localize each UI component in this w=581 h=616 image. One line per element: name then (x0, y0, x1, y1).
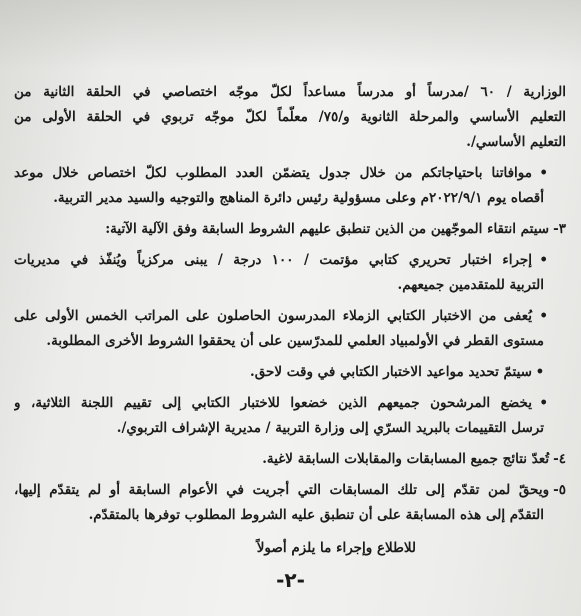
text-line: التربية للمتقدمين جميعهم. (397, 277, 544, 293)
text-line: أقصاه يوم ٢٠٢٢/٩/١م وعلى مسؤولية رئيس دائرة المناهج والتوجيه والسيد مدير التربية. (53, 190, 544, 206)
document-body (14, 80, 566, 561)
bullet-text: إجراء اختبار تحريري كتابي مؤتمت / ١٠٠ درجة / يبنى مركزياً ويُنفّذ في مديريات (14, 252, 532, 268)
section-number: ٤- (553, 451, 566, 467)
closing-line: للاطلاع وإجراء ما يلزم أصولاً (256, 540, 416, 556)
bullet-text: موافاتنا باحتياجاتكم من خلال جدول يتضمّن العدد المطلوب لكلّ اختصاص خلال موعد (14, 165, 532, 181)
bullet-text: يخضع المرشحون جميعهم الذين خضعوا للاختبار الكتابي إلى تقييم اللجنة الثلاثية، و (14, 395, 532, 411)
section-number: ٥- (553, 482, 566, 498)
page-number: -٢- (276, 568, 305, 592)
bullet-icon: • (535, 364, 545, 380)
section-number: ٣- (553, 221, 566, 237)
bullet-text: يُعفى من الاختبار الكتابي الزملاء المدرسون الحاصلون على المراتب الخمس الأولى على (14, 308, 532, 324)
bullet-item (14, 248, 566, 273)
text-line: التعليم الأساسي/. (466, 134, 566, 150)
bullet-item (14, 304, 566, 329)
section-heading (14, 217, 566, 242)
text-line: التقدّم إلى هذه المسابقة على أن تنطبق عليه الشروط المطلوب توفرها بالمتقدّم. (88, 507, 544, 523)
bullet-text: سيتمّ تحديد مواعيد الاختبار الكتابي في وقت لاحق. (250, 364, 532, 380)
bullet-icon: • (539, 395, 548, 411)
text-line: ترسل التقييمات بالبريد السرّي إلى وزارة التربية / مديرية الإشراف التربوي/. (116, 420, 544, 436)
text-line: الوزارية / ٦٠ /مدرساً أو مدرساً مساعداً لكلّ موجّه اختصاصي في الحلقة الثانية من (14, 84, 566, 100)
bullet-item (14, 161, 566, 186)
bullet-icon: • (539, 252, 548, 268)
bullet-item (14, 360, 566, 385)
bullet-icon: • (539, 165, 548, 181)
section-heading (14, 478, 566, 503)
text-line: التعليم الأساسي والمرحلة الثانوية و/٧٥/ معلّماً لكلّ موجّه تربوي في الحلقة الأولى من (14, 109, 566, 125)
section-text: سيتم انتقاء الموجّهين من الذين تنطبق عليهم الشروط السابقة وفق الآلية الآتية: (105, 221, 550, 237)
scan-shadow (0, 0, 581, 70)
bullet-icon: • (539, 308, 548, 324)
section-text: ويحقّ لمن تقدّم إلى تلك المسابقات التي أجريت في الأعوام السابقة أو لم يتقدّم إليها، (14, 482, 550, 498)
section-heading (14, 447, 566, 472)
section-text: تُعدّ نتائج جميع المسابقات والمقابلات السابقة لاغية. (262, 451, 550, 467)
bullet-item (14, 391, 566, 416)
text-line: مستوى القطر في الأولمبياد العلمي للمدرّسين على أن يحققوا الشروط الأخرى المطلوبة. (46, 333, 544, 349)
